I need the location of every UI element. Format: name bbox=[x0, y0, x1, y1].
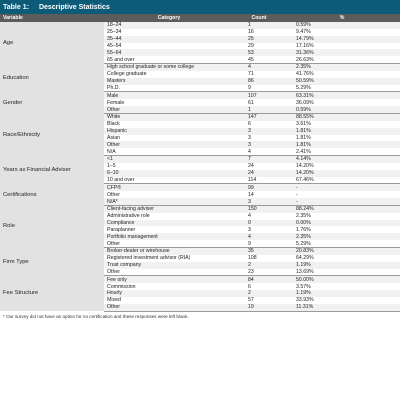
category-cell: Hispanic bbox=[104, 128, 234, 135]
category-cell: High school graduate or some college bbox=[104, 64, 234, 71]
table-number: Table 1: bbox=[3, 3, 29, 11]
category-cell: 6–10 bbox=[104, 170, 234, 177]
header-variable: Variable bbox=[0, 14, 104, 22]
count-cell: 23 bbox=[234, 269, 284, 276]
percent-cell: 1.19% bbox=[284, 290, 400, 297]
count-cell: 4 bbox=[234, 64, 284, 71]
count-cell: 3 bbox=[234, 141, 284, 148]
percent-cell: 14.20% bbox=[284, 163, 400, 170]
category-cell: 18–24 bbox=[104, 22, 234, 29]
variable-cell: Role bbox=[0, 205, 104, 247]
count-cell: 9 bbox=[234, 240, 284, 247]
percent-cell: 2.41% bbox=[284, 148, 400, 155]
count-cell: 86 bbox=[234, 78, 284, 85]
count-cell: 114 bbox=[234, 177, 284, 184]
count-cell: 0 bbox=[234, 220, 284, 227]
count-cell: 16 bbox=[234, 29, 284, 36]
percent-cell: 14.79% bbox=[284, 36, 400, 43]
category-cell: Registered investment advisor (RIA) bbox=[104, 255, 234, 262]
variable-cell: Fee Structure bbox=[0, 276, 104, 311]
count-cell: 24 bbox=[234, 170, 284, 177]
percent-cell: 3.61% bbox=[284, 121, 400, 128]
percent-cell: 1.19% bbox=[284, 262, 400, 269]
percent-cell: 64.29% bbox=[284, 255, 400, 262]
table-title-bar bbox=[0, 0, 400, 14]
percent-cell: 63.31% bbox=[284, 92, 400, 99]
count-cell: 1 bbox=[234, 22, 284, 29]
percent-cell: - bbox=[284, 184, 400, 191]
category-cell: Portfolio management bbox=[104, 233, 234, 240]
category-cell: N/A* bbox=[104, 198, 234, 205]
count-cell: 150 bbox=[234, 205, 284, 212]
percent-cell: 41.76% bbox=[284, 71, 400, 78]
percent-cell: 1.81% bbox=[284, 141, 400, 148]
category-cell: 35–44 bbox=[104, 36, 234, 43]
percent-cell: 33.93% bbox=[284, 297, 400, 304]
percent-cell: 5.29% bbox=[284, 85, 400, 92]
count-cell: 2 bbox=[234, 262, 284, 269]
count-cell: 99 bbox=[234, 184, 284, 191]
category-cell: 45–54 bbox=[104, 43, 234, 50]
percent-cell: 67.46% bbox=[284, 177, 400, 184]
variable-cell: Certifications bbox=[0, 184, 104, 206]
category-cell: Asian bbox=[104, 135, 234, 142]
count-cell: 45 bbox=[234, 56, 284, 63]
count-cell: 29 bbox=[234, 43, 284, 50]
count-cell: 107 bbox=[234, 92, 284, 99]
count-cell: 84 bbox=[234, 276, 284, 283]
percent-cell: 31.36% bbox=[284, 49, 400, 56]
count-cell: 53 bbox=[234, 49, 284, 56]
table-row bbox=[0, 22, 400, 29]
percent-cell: 20.83% bbox=[284, 248, 400, 255]
count-cell: 147 bbox=[234, 113, 284, 120]
table-row bbox=[0, 205, 400, 212]
category-cell: Trust company bbox=[104, 262, 234, 269]
percent-cell: - bbox=[284, 191, 400, 198]
category-cell: Other bbox=[104, 191, 234, 198]
count-cell: 57 bbox=[234, 297, 284, 304]
table-title: Descriptive Statistics bbox=[38, 3, 110, 11]
variable-cell: Firm Type bbox=[0, 248, 104, 276]
count-cell: 4 bbox=[234, 148, 284, 155]
variable-cell: Gender bbox=[0, 92, 104, 114]
category-cell: Other bbox=[104, 240, 234, 247]
count-cell: 71 bbox=[234, 71, 284, 78]
count-cell: 25 bbox=[234, 36, 284, 43]
variable-cell: Age bbox=[0, 22, 104, 64]
percent-cell: 11.31% bbox=[284, 304, 400, 311]
percent-cell: 1.81% bbox=[284, 135, 400, 142]
percent-cell: 2.35% bbox=[284, 64, 400, 71]
percent-cell: 1.81% bbox=[284, 128, 400, 135]
header-percent: % bbox=[284, 14, 400, 22]
count-cell: 35 bbox=[234, 248, 284, 255]
percent-cell: 2.35% bbox=[284, 213, 400, 220]
variable-cell: Years as Financial Adviser bbox=[0, 156, 104, 184]
category-cell: Black bbox=[104, 121, 234, 128]
count-cell: 4 bbox=[234, 213, 284, 220]
variable-cell: Education bbox=[0, 64, 104, 92]
percent-cell: 88.55% bbox=[284, 113, 400, 120]
percent-cell: 3.57% bbox=[284, 283, 400, 290]
count-cell: 61 bbox=[234, 99, 284, 106]
table-row bbox=[0, 64, 400, 71]
table-row bbox=[0, 184, 400, 191]
descriptive-statistics-table bbox=[0, 14, 400, 312]
count-cell: 6 bbox=[234, 283, 284, 290]
percent-cell: 36.09% bbox=[284, 99, 400, 106]
percent-cell: 88.24% bbox=[284, 205, 400, 212]
category-cell: Male bbox=[104, 92, 234, 99]
category-cell: Hourly bbox=[104, 290, 234, 297]
count-cell: 1 bbox=[234, 106, 284, 113]
percent-cell: 9.47% bbox=[284, 29, 400, 36]
percent-cell: 13.69% bbox=[284, 269, 400, 276]
count-cell: 3 bbox=[234, 128, 284, 135]
percent-cell: - bbox=[284, 198, 400, 205]
category-cell: White bbox=[104, 113, 234, 120]
category-cell: N/A bbox=[104, 148, 234, 155]
percent-cell: 4.14% bbox=[284, 156, 400, 163]
footnote: * Our survey did not have an option for no certification and these responses were left blank. bbox=[3, 313, 189, 319]
table-row bbox=[0, 113, 400, 120]
category-cell: College graduate bbox=[104, 71, 234, 78]
table-row bbox=[0, 276, 400, 283]
percent-cell: 14.20% bbox=[284, 170, 400, 177]
percent-cell: 0.59% bbox=[284, 106, 400, 113]
category-cell: 1–5 bbox=[104, 163, 234, 170]
percent-cell: 50.59% bbox=[284, 78, 400, 85]
table-row bbox=[0, 92, 400, 99]
percent-cell: 0.59% bbox=[284, 22, 400, 29]
category-cell: Masters bbox=[104, 78, 234, 85]
variable-cell: Race/Ethnicity bbox=[0, 113, 104, 155]
table-body bbox=[0, 22, 400, 311]
percent-cell: 1.76% bbox=[284, 226, 400, 233]
category-cell: Other bbox=[104, 106, 234, 113]
header-count: Count bbox=[234, 14, 284, 22]
category-cell: Female bbox=[104, 99, 234, 106]
category-cell: Commission bbox=[104, 283, 234, 290]
category-cell: <1 bbox=[104, 156, 234, 163]
count-cell: 9 bbox=[234, 85, 284, 92]
percent-cell: 0.00% bbox=[284, 220, 400, 227]
table-row bbox=[0, 248, 400, 255]
percent-cell: 17.16% bbox=[284, 43, 400, 50]
count-cell: 7 bbox=[234, 156, 284, 163]
percent-cell: 26.63% bbox=[284, 56, 400, 63]
count-cell: 4 bbox=[234, 233, 284, 240]
category-cell: 55–64 bbox=[104, 49, 234, 56]
category-cell: Fee only bbox=[104, 276, 234, 283]
count-cell: 2 bbox=[234, 290, 284, 297]
count-cell: 3 bbox=[234, 198, 284, 205]
percent-cell: 50.00% bbox=[284, 276, 400, 283]
category-cell: Other bbox=[104, 141, 234, 148]
category-cell: Ph.D. bbox=[104, 85, 234, 92]
count-cell: 14 bbox=[234, 191, 284, 198]
category-cell: 65 and over bbox=[104, 56, 234, 63]
category-cell: Client-facing adviser bbox=[104, 205, 234, 212]
category-cell: Paraplanner bbox=[104, 226, 234, 233]
category-cell: Compliance bbox=[104, 220, 234, 227]
category-cell: Mixed bbox=[104, 297, 234, 304]
category-cell: 10 and over bbox=[104, 177, 234, 184]
category-cell: Administrative role bbox=[104, 213, 234, 220]
count-cell: 6 bbox=[234, 121, 284, 128]
percent-cell: 5.29% bbox=[284, 240, 400, 247]
count-cell: 3 bbox=[234, 226, 284, 233]
category-cell: Broker-dealer or wirehouse bbox=[104, 248, 234, 255]
percent-cell: 2.35% bbox=[284, 233, 400, 240]
count-cell: 108 bbox=[234, 255, 284, 262]
category-cell: Other bbox=[104, 304, 234, 311]
category-cell: 25–34 bbox=[104, 29, 234, 36]
header-row bbox=[0, 14, 400, 22]
header-category: Category bbox=[104, 14, 234, 22]
count-cell: 19 bbox=[234, 304, 284, 311]
count-cell: 24 bbox=[234, 163, 284, 170]
count-cell: 3 bbox=[234, 135, 284, 142]
category-cell: CFP® bbox=[104, 184, 234, 191]
category-cell: Other bbox=[104, 269, 234, 276]
table-row bbox=[0, 156, 400, 163]
